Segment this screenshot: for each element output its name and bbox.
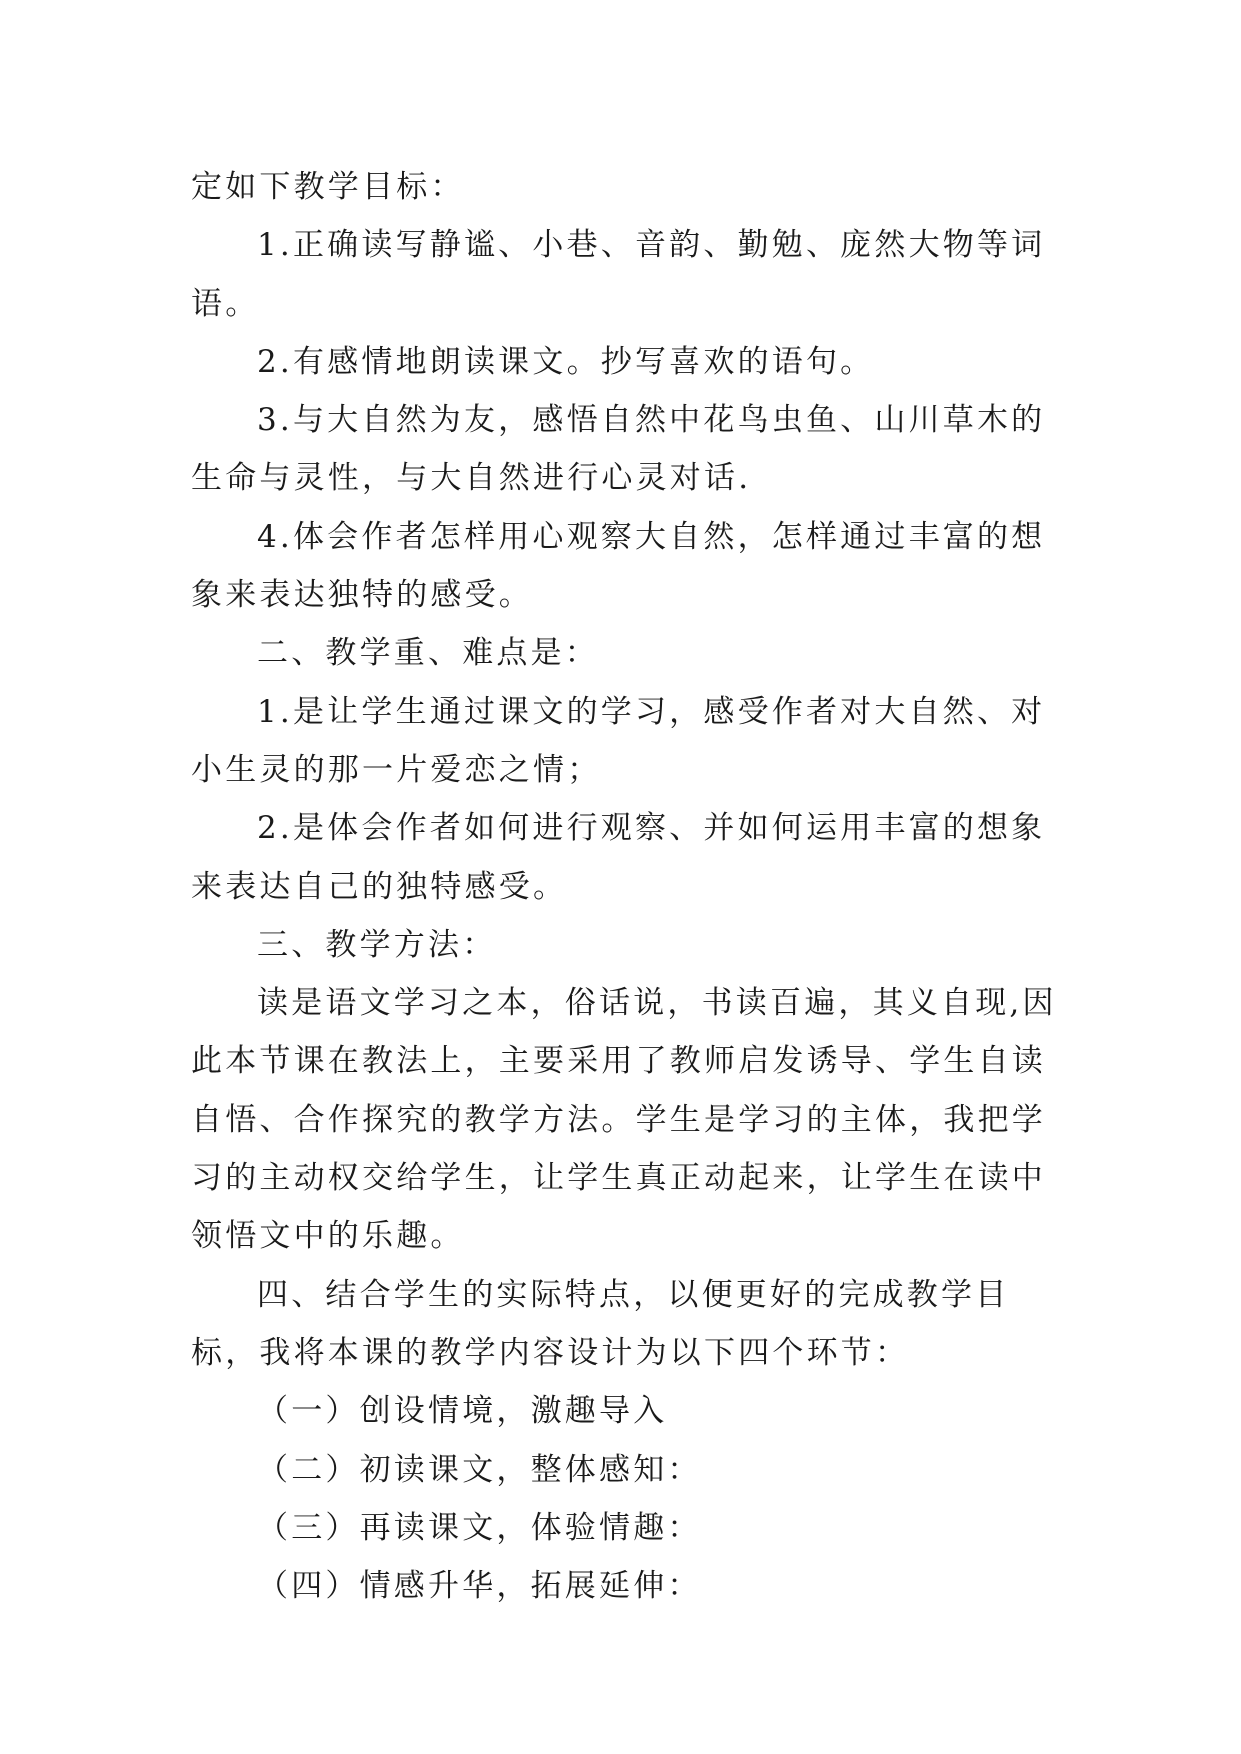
document-body — [191, 158, 1059, 1615]
objective-item-4: 4.体会作者怎样用心观察大自然，怎样通过丰富的想象来表达独特的感受。 — [191, 518, 1046, 614]
methods-paragraph: 读是语文学习之本，俗话说，书读百遍，其义自现,因此本节课在教法上，主要采用了教师启发诱导、学生自读自悟、合作探究的教学方法。学生是学习的主体，我把学习的主动权交给学生，让学生真正动起来，让学生在读中领悟文中的乐趣。 — [191, 985, 1057, 1255]
design-step-1: （一）创设情境，激趣导入 — [257, 1393, 668, 1430]
key-point-item-1: 1.是让学生通过课文的学习，感受作者对大自然、对小生灵的那一片爱恋之情； — [191, 693, 1046, 788]
section-heading-methods: 三、教学方法： — [257, 926, 497, 963]
objective-item-3: 3.与大自然为友，感悟自然中花鸟虫鱼、山川草木的生命与灵性，与大自然进行心灵对话. — [191, 402, 1046, 497]
section-heading-key-points: 二、教学重、难点是： — [257, 635, 599, 672]
design-step-4: （四）情感升华，拓展延伸： — [257, 1568, 702, 1605]
objective-item-1: 1.正确读写静谧、小巷、音韵、勤勉、庞然大物等词语。 — [191, 227, 1046, 322]
objective-item-2: 2.有感情地朗读课文。抄写喜欢的语句。 — [257, 343, 875, 380]
paragraph-continuation: 定如下教学目标： — [191, 169, 465, 205]
section-heading-design: 四、结合学生的实际特点，以便更好的完成教学目标，我将本课的教学内容设计为以下四个环节： — [191, 1276, 1010, 1371]
key-point-item-2: 2.是体会作者如何进行观察、并如何运用丰富的想象来表达自己的独特感受。 — [191, 810, 1046, 905]
design-step-2: （二）初读课文，整体感知： — [257, 1451, 702, 1488]
design-step-3: （三）再读课文，体验情趣： — [257, 1509, 702, 1546]
